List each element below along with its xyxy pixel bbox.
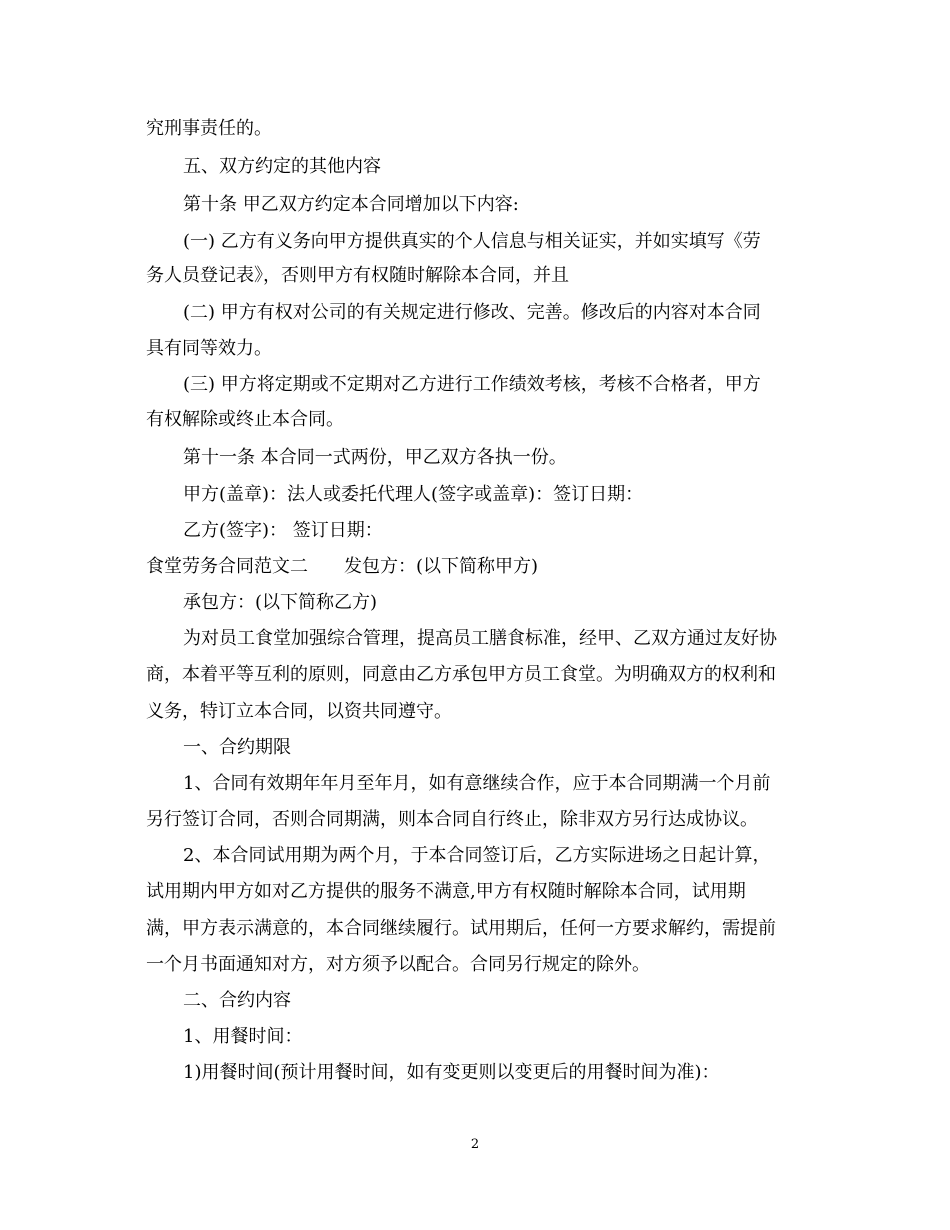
text-line: 商，本着平等互利的原则，同意由乙方承包甲方员工食堂。为明确双方的权利和 — [146, 664, 776, 685]
text-line: 一个月书面通知对方，对方须予以配合。合同另行规定的除外。 — [146, 954, 650, 975]
text-line: 具有同等效力。 — [146, 338, 272, 359]
text-line: (一) 乙方有义务向甲方提供真实的个人信息与相关证实，并如实填写《劳 — [183, 231, 761, 252]
text-line: 承包方：(以下简称乙方) — [183, 592, 378, 613]
text-line: (二) 甲方有权对公司的有关规定进行修改、完善。修改后的内容对本合同 — [183, 302, 761, 323]
document-title-line: 食堂劳务合同范文二 发包方：(以下简称甲方) — [146, 556, 539, 577]
text-line: 1、用餐时间： — [183, 1026, 303, 1047]
text-line: 2、本合同试用期为两个月，于本合同签订后，乙方实际进场之日起计算， — [183, 845, 771, 866]
section-heading: 五、双方约定的其他内容 — [183, 156, 381, 177]
text-line: 义务，特订立本合同，以资共同遵守。 — [146, 701, 452, 722]
text-line: 1、合同有效期年年月至年月，如有意继续合作，应于本合同期满一个月前 — [183, 773, 771, 794]
section-heading: 二、合约内容 — [183, 990, 291, 1011]
clause-heading: 第十一条 本合同一式两份，甲乙双方各执一份。 — [183, 447, 567, 468]
text-line: 究刑事责任的。 — [146, 118, 272, 139]
section-heading: 一、合约期限 — [183, 737, 291, 758]
text-line: 1)用餐时间(预计用餐时间，如有变更则以变更后的用餐时间为准)： — [183, 1062, 720, 1083]
page-number: 2 — [470, 1137, 480, 1152]
text-line: (三) 甲方将定期或不定期对乙方进行工作绩效考核，考核不合格者，甲方 — [183, 374, 761, 395]
text-line: 为对员工食堂加强综合管理，提高员工膳食标准，经甲、乙双方通过友好协 — [183, 628, 777, 649]
text-line: 试用期内甲方如对乙方提供的服务不满意,甲方有权随时解除本合同，试用期 — [146, 881, 746, 902]
clause-heading: 第十条 甲乙双方约定本合同增加以下内容: — [183, 194, 519, 215]
text-line: 满，甲方表示满意的，本合同继续履行。试用期后，任何一方要求解约，需提前 — [146, 918, 776, 939]
signature-line: 甲方(盖章)：法人或委托代理人(签字或盖章)：签订日期： — [183, 484, 644, 505]
signature-line: 乙方(签字)： 签订日期： — [183, 520, 383, 541]
text-line: 务人员登记表》，否则甲方有权随时解除本合同，并且 — [146, 265, 569, 286]
text-line: 有权解除或终止本合同。 — [146, 409, 344, 430]
text-line: 另行签订合同，否则合同期满，则本合同自行终止，除非双方另行达成协议。 — [146, 809, 758, 830]
